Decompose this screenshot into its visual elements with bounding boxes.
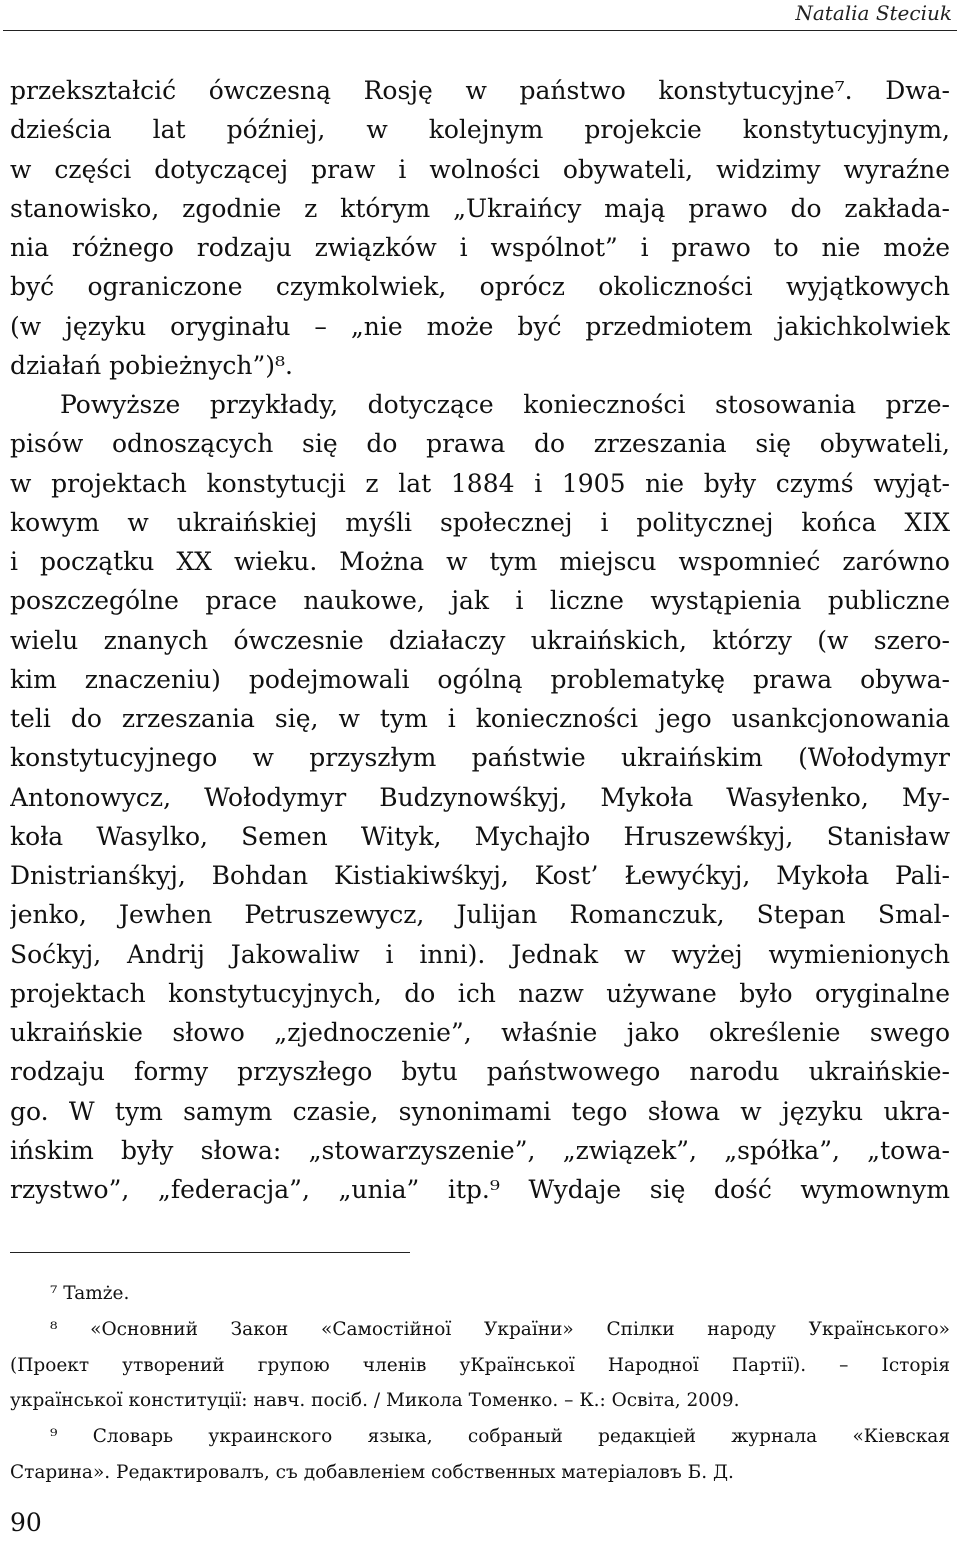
running-header-author: Natalia Steciuk	[795, 1, 952, 25]
body-line: pisów odnoszących się do prawa do zrzeszania się obywateli,	[10, 429, 950, 459]
body-line: koła Wasylko, Semen Wityk, Mychajło Hruszewśkyj, Stanisław	[10, 821, 950, 851]
body-line: działań pobieżnych”)⁸.	[10, 350, 293, 380]
header-rule	[3, 30, 957, 31]
body-line: Soćkyj, Andrij Jakowaliw i inni). Jednak w wyżej wymienionych	[10, 939, 950, 969]
body-line: w części dotyczącej praw i wolności obywateli, widzimy wyraźne	[10, 154, 950, 184]
body-line: przekształcić ówczesną Rosję w państwo konstytucyjne⁷. Dwa-	[10, 76, 950, 105]
body-line: Powyższe przykłady, dotyczące konieczności stosowania prze-	[60, 390, 950, 419]
footnote-line: ⁸ «Основний Закон «Самостійної України» Спілки народу Українського»	[50, 1318, 950, 1340]
footnote-line: (Проект утворений групою членів уКраїнської Народної Партії). – Історія	[10, 1354, 950, 1376]
body-line: być ograniczone czymkolwiek, oprócz okoliczności wyjątkowych	[10, 272, 950, 302]
body-line: (w języku oryginału – „nie może być przedmiotem jakichkolwiek	[10, 311, 950, 341]
body-text	[10, 71, 950, 1209]
footnotes	[10, 1276, 950, 1491]
body-line: rodzaju formy przyszłego bytu państwowego narodu ukraińskie-	[10, 1057, 950, 1087]
body-line: wielu znanych ówczesnie działaczy ukraińskich, którzy (w szero-	[10, 625, 950, 655]
body-line: Dnistrianśkyj, Bohdan Kistiakiwśkyj, Kost’ Łewyćkyj, Mykoła Pali-	[10, 861, 950, 890]
page-number: 90	[10, 1508, 42, 1537]
body-line: ukraińskie słowo „zjednoczenie”, właśnie jako określenie swego	[10, 1018, 950, 1047]
body-line: rzystwo”, „federacja”, „unia” itp.⁹ Wydaje się dość wymownym	[10, 1175, 950, 1204]
footnote-line: ⁷ Tamże.	[50, 1283, 130, 1304]
body-line: i początku XX wieku. Można w tym miejscu wspomnieć zarówno	[10, 547, 950, 576]
footnote-line: Старина». Редактировалъ, съ добавленiем собственных матерiаловъ Б. Д.	[10, 1461, 734, 1483]
footnote-line: української конституції: навч. посіб. / Микола Томенко. – К.: Освіта, 2009.	[10, 1390, 740, 1412]
body-line: Antonowycz, Wołodymyr Budzynowśkyj, Mykoła Wasyłenko, My-	[10, 782, 950, 812]
body-line: dzieścia lat później, w kolejnym projekcie konstytucyjnym,	[10, 115, 950, 145]
body-line: konstytucyjnego w przyszłym państwie ukraińskim (Wołodymyr	[10, 743, 950, 773]
footnote-separator	[10, 1252, 410, 1253]
body-line: kim znaczeniu) podejmowali ogólną problematykę prawa obywa-	[10, 664, 950, 694]
body-line: teli do zrzeszania się, w tym i konieczności jego usankcjonowania	[10, 704, 950, 733]
body-line: stanowisko, zgodnie z którym „Ukraińcy mają prawo do zakłada-	[10, 193, 950, 223]
body-line: jenko, Jewhen Petruszewycz, Julijan Romanczuk, Stepan Smal-	[10, 900, 950, 930]
body-line: kowym w ukraińskiej myśli społecznej i politycznej końca XIX	[10, 507, 950, 537]
body-line: nia różnego rodzaju związków i wspólnot” i prawo to nie może	[10, 233, 950, 262]
body-line: ińskim były słowa: „stowarzyszenie”, „związek”, „spółka”, „towa-	[10, 1135, 950, 1165]
body-line: projektach konstytucyjnych, do ich nazw używane było oryginalne	[10, 978, 950, 1008]
body-line: go. W tym samym czasie, synonimami tego słowa w języku ukra-	[10, 1096, 950, 1126]
body-line: poszczególne prace naukowe, jak i liczne wystąpienia publiczne	[10, 586, 950, 616]
body-line: w projektach konstytucji z lat 1884 i 1905 nie były czymś wyjąt-	[10, 468, 950, 498]
footnote-line: ⁹ Словарь украинского языка, собраный редакцiей журнала «Кiевская	[50, 1426, 950, 1448]
